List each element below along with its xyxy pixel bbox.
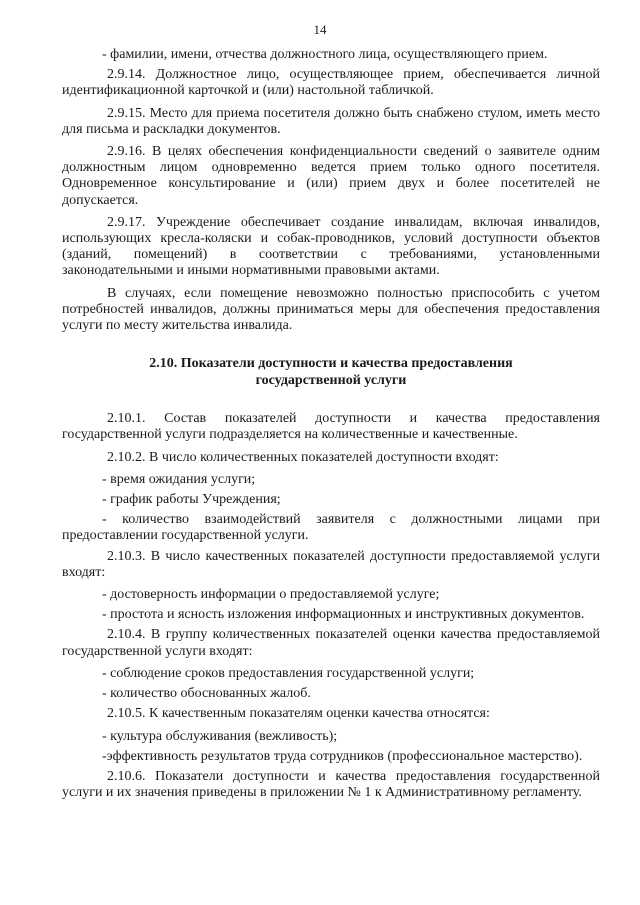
paragraph: 2.9.17. Учреждение обеспечивает создание инвалидам, включая инвалидов, использующих кресла-коляски и собак-проводников, условий доступности объектов (зданий, помещений) в соответствии с требованиями, установленными законодательными и иными нормативными правовыми актами.: [62, 214, 600, 279]
paragraph: - фамилии, имени, отчества должностного лица, осуществляющего прием.: [102, 47, 548, 62]
paragraph: 2.10.1. Состав показателей доступности и качества предоставления государственной услуги подразделяется на количественные и качественные.: [62, 411, 600, 443]
list-item: - количество взаимодействий заявителя с должностными лицами при предоставлении государственной услуги.: [62, 512, 600, 544]
section-heading-line-1: 2.10. Показатели доступности и качества предоставления: [149, 356, 513, 372]
paragraph: 2.9.14. Должностное лицо, осуществляющее прием, обеспечивается личной идентификационной карточкой и (или) настольной табличкой.: [62, 67, 600, 99]
list-item: - простота и ясность изложения информационных и инструктивных документов.: [102, 607, 585, 623]
list-item: -эффективность результатов труда сотрудников (профессиональное мастерство).: [102, 748, 583, 764]
paragraphs-top: [62, 47, 600, 334]
paragraph: 2.10.2. В число количественных показателей доступности входят:: [107, 449, 499, 465]
list-item: - график работы Учреждения;: [102, 492, 281, 508]
section-heading-line-2: государственной услуги: [255, 372, 407, 388]
paragraph: 2.9.15. Место для приема посетителя должно быть снабжено стулом, иметь место для письма и раскладки документов.: [62, 105, 600, 137]
section-heading: [62, 356, 600, 389]
paragraph: 2.10.6. Показатели доступности и качества предоставления государственной услуги и их значения приведены в приложении № 1 к Административному регламенту.: [62, 768, 600, 801]
paragraph: 2.10.3. В число качественных показателей доступности предоставляемой услуги входят:: [62, 548, 600, 580]
list-item: - количество обоснованных жалоб.: [102, 686, 311, 702]
paragraph: В случаях, если помещение невозможно полностью приспособить с учетом потребностей инвалидов, должны приниматься меры для обеспечения предоставления услуги по месту жительства инвалида.: [62, 285, 600, 334]
paragraphs-bottom: [62, 411, 600, 801]
page-number: 14: [313, 22, 327, 37]
list-item: - достоверность информации о предоставляемой услуге;: [102, 587, 440, 603]
list-item: - культура обслуживания (вежливость);: [102, 728, 338, 744]
list-item: - соблюдение сроков предоставления государственной услуги;: [102, 665, 475, 681]
document-body: [62, 47, 600, 807]
paragraph: 2.10.5. К качественным показателям оценки качества относятся:: [107, 706, 490, 722]
paragraph: 2.10.4. В группу количественных показателей оценки качества предоставляемой государственной услуги входят:: [62, 627, 600, 659]
paragraph: 2.9.16. В целях обеспечения конфиденциальности сведений о заявителе одним должностным лицом одновременно ведется прием только одного посетителя. Одновременное консультирование и (или) прием двух и более посетителей не допускается.: [62, 144, 600, 208]
list-item: - время ожидания услуги;: [102, 471, 256, 487]
